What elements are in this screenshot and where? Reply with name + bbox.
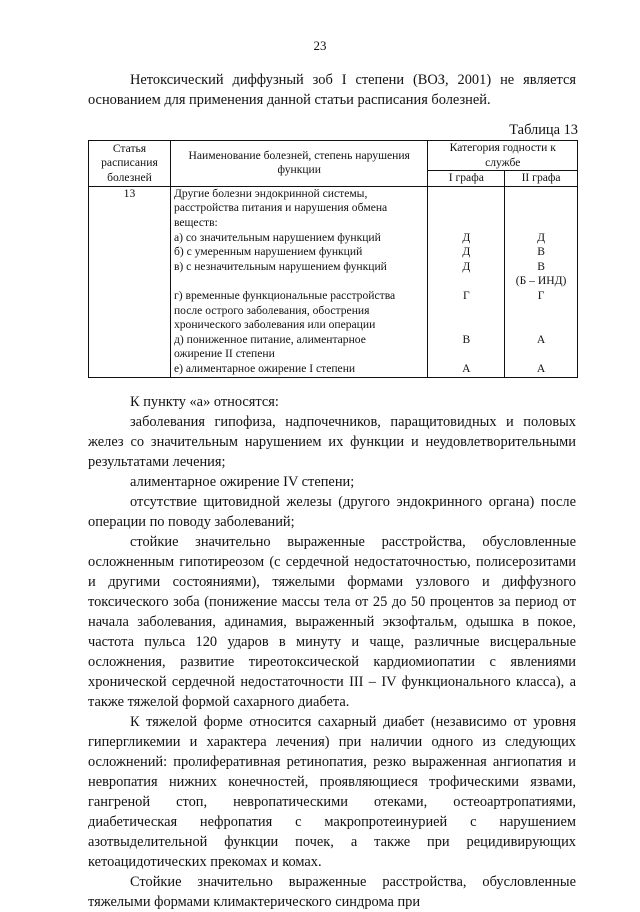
paragraph: К пункту «а» относятся:	[130, 394, 279, 410]
table-row	[89, 186, 578, 377]
category-1-value	[431, 187, 501, 202]
cell-disease-name	[170, 186, 428, 377]
cell-column-2	[505, 186, 578, 377]
category-2-value: (Б – ИНД)	[515, 274, 567, 288]
category-2-value: А	[536, 332, 546, 346]
intro-paragraph: Нетоксический диффузный зоб I степени (ВОЗ, 2001) не является основанием для применения данной статьи расписания болезней.	[88, 72, 576, 108]
category-1-value	[431, 347, 501, 362]
category-1-value	[431, 304, 501, 319]
page-number: 23	[313, 38, 327, 53]
paragraph: К тяжелой форме относится сахарный диабет (независимо от уровня гипергликемии и характера лечения) при наличии одного из следующих осложнений: пролиферативная ретинопатия, резко выраженная ангиопатия и невропатия нижних конечностей, проявляющиеся трофическими язвами, гангреной стоп, невропатическими отеками, остеоартропатиями, диабетическая нефропатия с макропротеинурией с нарушением азотвыделительной функции почек, а также при рецидивирующих кетоацидотических прекомах и комах.	[88, 714, 576, 870]
category-1-value: Д	[462, 259, 471, 273]
disease-line: ожирение II степени	[173, 347, 275, 361]
disease-line: веществ:	[173, 215, 218, 229]
disease-line: расстройства питания и нарушения обмена	[173, 201, 388, 215]
header-column-1: I графа	[428, 171, 505, 187]
category-1-value	[431, 318, 501, 333]
category-2-value: Г	[537, 288, 545, 302]
paragraph: стойкие значительно выраженные расстройства, обусловленные осложненным гипотиреозом (с сердечной недостаточностью, полисерозитами и другими состояниями), тяжелыми формами узлового и диффузного токсического зоба (понижение массы тела от 25 до 50 процентов за период от начала заболевания, адинамия, выраженный экзофтальм, одышка в покое, частота пульса 120 ударов в минуту и чаще, различные висцеральные осложнения, развитие тиреотоксической кардиомиопатии с явлениями хронической сердечной недостаточности III – IV функционального класса), а также тяжелой формой сахарного диабета.	[88, 534, 576, 710]
category-1-value	[431, 216, 501, 231]
disease-line: в) с незначительным нарушением функций	[173, 259, 387, 273]
cell-article-number: 13	[89, 186, 171, 377]
category-2-value	[508, 347, 574, 362]
category-2-value	[508, 304, 574, 319]
table-caption: Таблица 13	[509, 122, 578, 138]
paragraph: отсутствие щитовидной железы (другого эндокринного органа) после операции по поводу заболеваний;	[88, 494, 576, 530]
cell-column-1	[428, 186, 505, 377]
disease-line: б) с умеренным нарушением функций	[173, 245, 363, 259]
disease-line: е) алиментарное ожирение I степени	[173, 361, 356, 375]
table-header-row	[89, 141, 578, 171]
category-2-value: А	[536, 361, 546, 375]
category-2-value: Д	[537, 230, 546, 244]
category-1-value: А	[462, 361, 471, 375]
header-category: Категория годности к службе	[428, 141, 578, 171]
category-1-value: Д	[462, 230, 471, 244]
category-2-value: В	[537, 259, 545, 273]
disease-line: а) со значительным нарушением функций	[173, 230, 381, 244]
disease-line: г) временные функциональные расстройства	[173, 288, 396, 302]
disease-line	[174, 274, 425, 289]
disease-table	[88, 140, 578, 378]
disease-line: после острого заболевания, обострения	[173, 303, 370, 317]
disease-line: хронического заболевания или операции	[173, 318, 376, 332]
disease-line: д) пониженное питание, алиментарное	[173, 332, 366, 346]
paragraph: алиментарное ожирение IV степени;	[130, 474, 355, 490]
category-2-value: В	[537, 245, 545, 259]
body-text	[88, 392, 576, 912]
category-1-value	[431, 201, 501, 216]
disease-line: Другие болезни эндокринной системы,	[173, 186, 368, 200]
paragraph: заболевания гипофиза, надпочечников, паращитовидных и половых желез со значительным нарушением их функции и неудовлетворительными результатами лечения;	[88, 414, 576, 470]
category-1-value	[431, 274, 501, 289]
category-2-value	[508, 201, 574, 216]
category-2-value	[508, 216, 574, 231]
header-article: Статья расписания болезней	[89, 141, 171, 187]
header-column-2: II графа	[505, 171, 578, 187]
paragraph: Стойкие значительно выраженные расстройства, обусловленные тяжелыми формами климактерического синдрома при	[88, 874, 576, 910]
category-2-value	[508, 187, 574, 202]
category-1-value: В	[462, 332, 471, 346]
category-1-value: Г	[462, 288, 470, 302]
category-2-value	[508, 318, 574, 333]
header-disease-name: Наименование болезней, степень нарушения функции	[170, 141, 428, 187]
category-1-value: Д	[462, 245, 471, 259]
